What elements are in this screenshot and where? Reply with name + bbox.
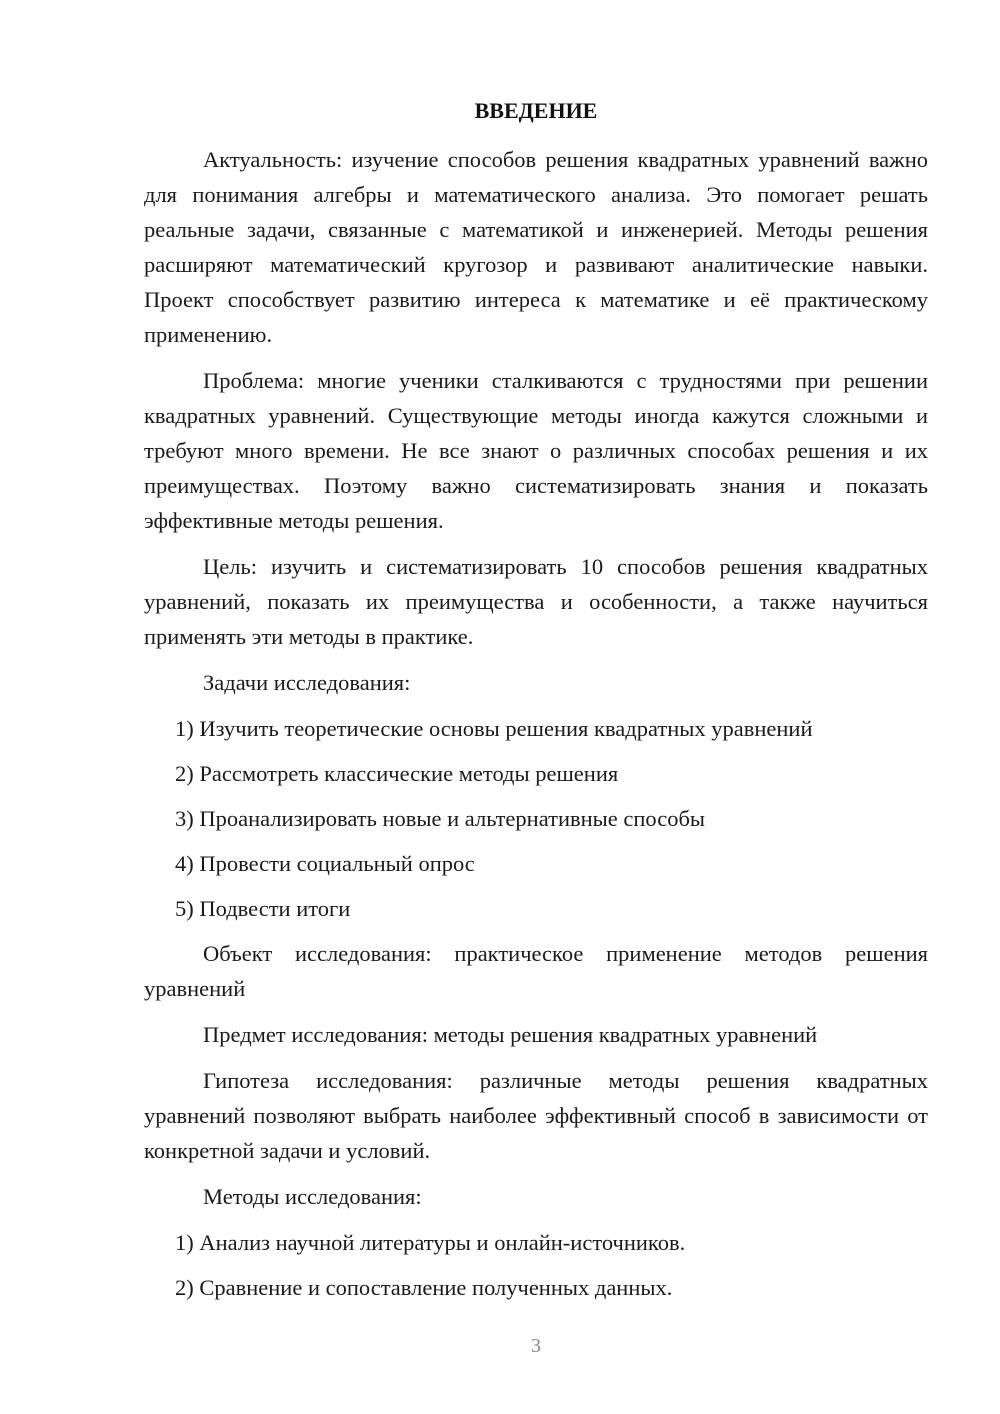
goal-paragraph: Цель: изучить и систематизировать 10 способов решения квадратных уравнений, показать их преимущества и особенности, а также научиться применять эти методы в практике. — [144, 554, 928, 649]
method-item: 2) Сравнение и сопоставление полученных данных. — [175, 1275, 673, 1300]
task-item: 3) Проанализировать новые и альтернативные способы — [175, 806, 706, 831]
page-number: 3 — [531, 1335, 541, 1357]
subject-paragraph: Предмет исследования: методы решения квадратных уравнений — [203, 1022, 818, 1047]
methods-list — [144, 1225, 928, 1305]
task-item: 2) Рассмотреть классические методы решения — [175, 761, 619, 786]
hypothesis-paragraph: Гипотеза исследования: различные методы решения квадратных уравнений позволяют выбрать наиболее эффективный способ в зависимости от конкретной задачи и условий. — [144, 1068, 928, 1163]
page-title: ВВЕДЕНИЕ — [474, 98, 598, 123]
tasks-title: Задачи исследования: — [203, 670, 411, 695]
object-paragraph: Объект исследования: практическое применение методов решения уравнений — [144, 941, 928, 1001]
tasks-list — [144, 711, 928, 926]
methods-title: Методы исследования: — [203, 1184, 422, 1209]
task-item: 5) Подвести итоги — [175, 896, 351, 921]
relevance-paragraph: Актуальность: изучение способов решения квадратных уравнений важно для понимания алгебры и математического анализа. Это помогает решать реальные задачи, связанные с математикой и инженерией. Методы решения расширяют математический кругозор и развивают аналитические навыки. Проект способствует развитию интереса к математике и её практическому применению. — [144, 147, 928, 347]
task-item: 4) Провести социальный опрос — [175, 851, 475, 876]
method-item: 1) Анализ научной литературы и онлайн-источников. — [175, 1230, 686, 1255]
document-body — [144, 142, 928, 1315]
problem-paragraph: Проблема: многие ученики сталкиваются с трудностями при решении квадратных уравнений. Существующие методы иногда кажутся сложными и требуют много времени. Не все знают о различных способах решения и их преимуществах. Поэтому важно систематизировать знания и показать эффективные методы решения. — [144, 368, 928, 533]
task-item: 1) Изучить теоретические основы решения квадратных уравнений — [175, 716, 813, 741]
